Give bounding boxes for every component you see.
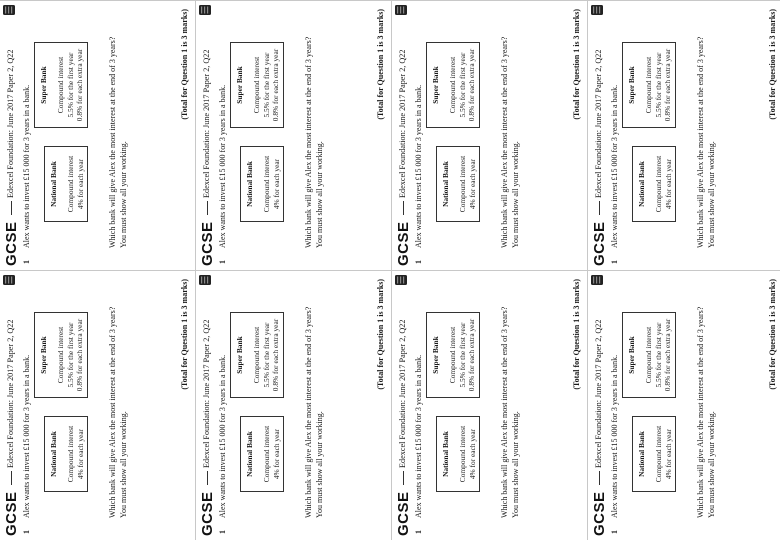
super-bank-name: Super Bank	[39, 336, 48, 374]
super-bank-line2: 5.5% for the first year	[653, 322, 663, 388]
national-bank-name: National Bank	[49, 161, 58, 207]
question-source	[594, 320, 603, 489]
national-bank-box	[632, 146, 676, 222]
national-bank-box	[44, 146, 88, 222]
super-bank-line1: Compound interest	[448, 56, 458, 114]
title-separator	[11, 471, 12, 485]
national-bank-line1: Compound interest	[654, 425, 664, 483]
national-bank-line2: 4% for each year	[271, 158, 281, 210]
question-source	[398, 50, 407, 219]
total-marks: (Total for Question 1 is 3 marks)	[376, 279, 385, 390]
question-number: 1	[414, 260, 423, 264]
national-bank-name: National Bank	[441, 161, 450, 207]
super-bank-name: Super Bank	[627, 336, 636, 374]
question-intro: Alex wants to invest £15 000 for 3 years in a bank.	[22, 84, 31, 248]
national-bank-line2: 4% for each year	[663, 428, 673, 480]
exam-board-logo-icon	[2, 4, 16, 16]
title-separator	[599, 471, 600, 485]
exam-board-logo-icon	[2, 274, 16, 286]
exam-board-logo-icon	[198, 274, 212, 286]
super-bank-line3: 0.8% for each extra year	[270, 48, 280, 122]
source-text: Edexcel Foundation: June 2017 Paper 2, Q22	[6, 49, 15, 198]
national-bank-box	[44, 416, 88, 492]
super-bank-name: Super Bank	[235, 336, 244, 374]
national-bank-line2: 4% for each year	[75, 428, 85, 480]
question-number: 1	[22, 260, 31, 264]
super-bank-box	[622, 42, 676, 128]
question-intro: Alex wants to invest £15 000 for 3 years in a bank.	[218, 354, 227, 518]
national-bank-box	[436, 146, 480, 222]
subject-heading: GCSE	[395, 491, 412, 536]
super-bank-line1: Compound interest	[644, 326, 654, 384]
national-bank-name: National Bank	[49, 431, 58, 477]
exam-board-logo-icon	[198, 4, 212, 16]
super-bank-line2: 5.5% for the first year	[261, 52, 271, 118]
exam-board-logo-icon	[394, 274, 408, 286]
national-bank-name: National Bank	[245, 431, 254, 477]
national-bank-line2: 4% for each year	[271, 428, 281, 480]
super-bank-line1: Compound interest	[644, 56, 654, 114]
national-bank-line2: 4% for each year	[467, 158, 477, 210]
subject-heading: GCSE	[199, 491, 216, 536]
national-bank-line2: 4% for each year	[467, 428, 477, 480]
question-prompt	[696, 37, 718, 248]
question-card	[196, 0, 392, 270]
question-prompt	[304, 37, 326, 248]
question-prompt	[108, 307, 130, 518]
national-bank-line2: 4% for each year	[75, 158, 85, 210]
super-bank-line2: 5.5% for the first year	[261, 322, 271, 388]
question-text: Which bank will give Alex the most interest at the end of 3 years?	[304, 306, 313, 518]
national-bank-box	[632, 416, 676, 492]
question-prompt	[108, 37, 130, 248]
super-bank-name: Super Bank	[39, 66, 48, 104]
national-bank-line1: Compound interest	[262, 425, 272, 483]
source-text: Edexcel Foundation: June 2017 Paper 2, Q22	[594, 319, 603, 468]
total-marks: (Total for Question 1 is 3 marks)	[180, 9, 189, 120]
super-bank-line2: 5.5% for the first year	[457, 322, 467, 388]
working-instruction: You must show all your working.	[314, 141, 324, 248]
source-text: Edexcel Foundation: June 2017 Paper 2, Q22	[398, 49, 407, 198]
super-bank-line3: 0.8% for each extra year	[662, 48, 672, 122]
question-intro: Alex wants to invest £15 000 for 3 years in a bank.	[610, 84, 619, 248]
working-instruction: You must show all your working.	[706, 411, 716, 518]
super-bank-line3: 0.8% for each extra year	[662, 318, 672, 392]
super-bank-line2: 5.5% for the first year	[65, 322, 75, 388]
working-instruction: You must show all your working.	[118, 411, 128, 518]
question-number: 1	[414, 530, 423, 534]
working-instruction: You must show all your working.	[314, 411, 324, 518]
question-intro: Alex wants to invest £15 000 for 3 years in a bank.	[610, 354, 619, 518]
question-text: Which bank will give Alex the most interest at the end of 3 years?	[696, 306, 705, 518]
super-bank-box	[230, 312, 284, 398]
super-bank-box	[426, 42, 480, 128]
national-bank-box	[240, 146, 284, 222]
super-bank-line2: 5.5% for the first year	[65, 52, 75, 118]
super-bank-line1: Compound interest	[56, 56, 66, 114]
super-bank-line1: Compound interest	[252, 56, 262, 114]
worksheet-copy	[392, 270, 588, 540]
worksheet-copy	[0, 270, 196, 540]
national-bank-line1: Compound interest	[262, 155, 272, 213]
question-intro: Alex wants to invest £15 000 for 3 years in a bank.	[218, 84, 227, 248]
national-bank-line1: Compound interest	[66, 155, 76, 213]
worksheet-copy	[196, 0, 392, 270]
exam-board-logo-icon	[590, 4, 604, 16]
working-instruction: You must show all your working.	[510, 141, 520, 248]
question-card	[392, 270, 588, 540]
question-source	[6, 320, 15, 489]
total-marks: (Total for Question 1 is 3 marks)	[376, 9, 385, 120]
working-instruction: You must show all your working.	[118, 141, 128, 248]
national-bank-name: National Bank	[637, 161, 646, 207]
title-separator	[403, 471, 404, 485]
question-prompt	[500, 307, 522, 518]
worksheet-copy	[588, 270, 780, 540]
question-text: Which bank will give Alex the most interest at the end of 3 years?	[500, 36, 509, 248]
title-separator	[207, 471, 208, 485]
national-bank-name: National Bank	[637, 431, 646, 477]
question-number: 1	[218, 260, 227, 264]
super-bank-line3: 0.8% for each extra year	[74, 48, 84, 122]
source-text: Edexcel Foundation: June 2017 Paper 2, Q22	[398, 319, 407, 468]
question-card	[0, 270, 196, 540]
national-bank-line2: 4% for each year	[663, 158, 673, 210]
super-bank-box	[230, 42, 284, 128]
super-bank-box	[34, 42, 88, 128]
super-bank-name: Super Bank	[431, 66, 440, 104]
question-intro: Alex wants to invest £15 000 for 3 years in a bank.	[414, 354, 423, 518]
question-text: Which bank will give Alex the most interest at the end of 3 years?	[108, 306, 117, 518]
question-source	[202, 320, 211, 489]
question-prompt	[696, 307, 718, 518]
subject-heading: GCSE	[3, 491, 20, 536]
subject-heading: GCSE	[591, 491, 608, 536]
exam-board-logo-icon	[394, 4, 408, 16]
question-source	[594, 50, 603, 219]
super-bank-box	[34, 312, 88, 398]
source-text: Edexcel Foundation: June 2017 Paper 2, Q22	[6, 319, 15, 468]
question-card	[588, 0, 780, 270]
super-bank-line1: Compound interest	[56, 326, 66, 384]
worksheet-copy	[588, 0, 780, 270]
exam-board-logo-icon	[590, 274, 604, 286]
national-bank-box	[436, 416, 480, 492]
super-bank-name: Super Bank	[431, 336, 440, 374]
subject-heading: GCSE	[395, 221, 412, 266]
title-separator	[403, 201, 404, 215]
question-source	[6, 50, 15, 219]
question-number: 1	[22, 530, 31, 534]
super-bank-name: Super Bank	[627, 66, 636, 104]
question-source	[398, 320, 407, 489]
title-separator	[207, 201, 208, 215]
question-prompt	[304, 307, 326, 518]
question-text: Which bank will give Alex the most interest at the end of 3 years?	[108, 36, 117, 248]
question-intro: Alex wants to invest £15 000 for 3 years in a bank.	[22, 354, 31, 518]
total-marks: (Total for Question 1 is 3 marks)	[768, 9, 777, 120]
worksheet-copy	[0, 0, 196, 270]
question-card	[0, 0, 196, 270]
super-bank-line1: Compound interest	[448, 326, 458, 384]
super-bank-line3: 0.8% for each extra year	[466, 48, 476, 122]
super-bank-name: Super Bank	[235, 66, 244, 104]
working-instruction: You must show all your working.	[510, 411, 520, 518]
subject-heading: GCSE	[199, 221, 216, 266]
title-separator	[11, 201, 12, 215]
national-bank-line1: Compound interest	[458, 425, 468, 483]
super-bank-box	[426, 312, 480, 398]
question-number: 1	[610, 530, 619, 534]
subject-heading: GCSE	[3, 221, 20, 266]
question-source	[202, 50, 211, 219]
total-marks: (Total for Question 1 is 3 marks)	[572, 9, 581, 120]
question-intro: Alex wants to invest £15 000 for 3 years in a bank.	[414, 84, 423, 248]
total-marks: (Total for Question 1 is 3 marks)	[572, 279, 581, 390]
source-text: Edexcel Foundation: June 2017 Paper 2, Q22	[594, 49, 603, 198]
worksheet-copy	[392, 0, 588, 270]
national-bank-line1: Compound interest	[654, 155, 664, 213]
question-text: Which bank will give Alex the most interest at the end of 3 years?	[304, 36, 313, 248]
total-marks: (Total for Question 1 is 3 marks)	[180, 279, 189, 390]
national-bank-name: National Bank	[245, 161, 254, 207]
super-bank-line3: 0.8% for each extra year	[270, 318, 280, 392]
question-number: 1	[610, 260, 619, 264]
question-text: Which bank will give Alex the most interest at the end of 3 years?	[696, 36, 705, 248]
question-prompt	[500, 37, 522, 248]
source-text: Edexcel Foundation: June 2017 Paper 2, Q22	[202, 49, 211, 198]
national-bank-box	[240, 416, 284, 492]
working-instruction: You must show all your working.	[706, 141, 716, 248]
national-bank-line1: Compound interest	[66, 425, 76, 483]
question-number: 1	[218, 530, 227, 534]
source-text: Edexcel Foundation: June 2017 Paper 2, Q22	[202, 319, 211, 468]
super-bank-line1: Compound interest	[252, 326, 262, 384]
super-bank-line2: 5.5% for the first year	[653, 52, 663, 118]
super-bank-line3: 0.8% for each extra year	[466, 318, 476, 392]
national-bank-name: National Bank	[441, 431, 450, 477]
total-marks: (Total for Question 1 is 3 marks)	[768, 279, 777, 390]
subject-heading: GCSE	[591, 221, 608, 266]
question-card	[588, 270, 780, 540]
question-card	[196, 270, 392, 540]
question-card	[392, 0, 588, 270]
super-bank-box	[622, 312, 676, 398]
worksheet-copy	[196, 270, 392, 540]
super-bank-line2: 5.5% for the first year	[457, 52, 467, 118]
super-bank-line3: 0.8% for each extra year	[74, 318, 84, 392]
national-bank-line1: Compound interest	[458, 155, 468, 213]
title-separator	[599, 201, 600, 215]
question-text: Which bank will give Alex the most interest at the end of 3 years?	[500, 306, 509, 518]
